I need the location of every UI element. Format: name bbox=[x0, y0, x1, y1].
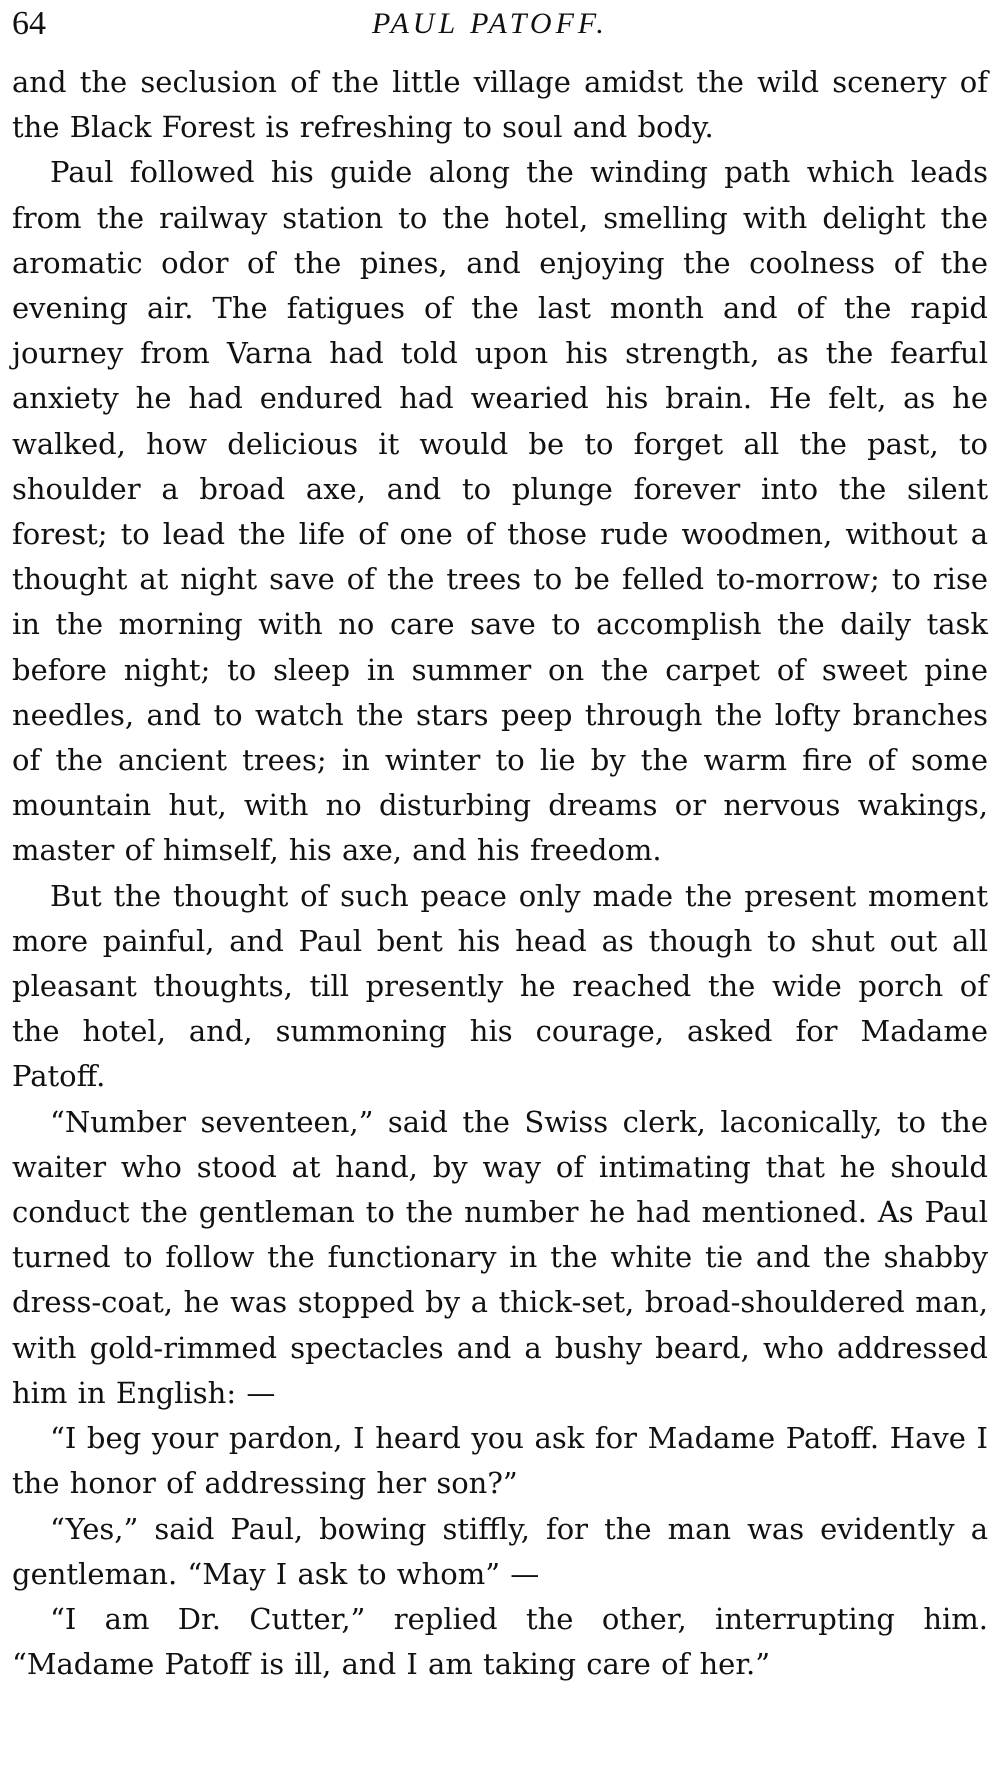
book-page bbox=[12, 0, 988, 1776]
running-title: PAUL PATOFF. bbox=[372, 7, 608, 40]
paragraph: “Yes,” said Paul, bowing stiffly, for the man was evidently a gentleman. “May I ask to whom” — bbox=[12, 1511, 988, 1591]
paragraph: and the seclusion of the little village amidst the wild scenery of the Black Forest is refreshing to soul and body. bbox=[12, 65, 988, 145]
page-header bbox=[12, 2, 988, 60]
paragraph: “I beg your pardon, I heard you ask for Madame Patoff. Have I the honor of addressing her son?” bbox=[12, 1421, 988, 1501]
paragraph: “I am Dr. Cutter,” replied the other, interrupting him. “Madame Patoff is ill, and I am taking care of her.” bbox=[12, 1601, 988, 1682]
paragraph: Paul followed his guide along the winding path which leads from the railway station to the hotel, smelling with delight the aromatic odor of the pines, and enjoying the coolness of the evening air. The fatigues of the last month and of the rapid journey from Varna had told upon his strength, as the fearful anxiety he had endured had wearied his brain. He felt, as he walked, how delicious it would be to forget all the past, to shoulder a broad axe, and to plunge forever into the silent forest; to lead the life of one of those rude woodmen, without a thought at night save of the trees to be felled to-morrow; to rise in the morning with no care save to accomplish the daily task before night; to sleep in summer on the carpet of sweet pine needles, and to watch the stars peep through the lofty branches of the ancient trees; in winter to lie by the warm fire of some mountain hut, with no disturbing dreams or nervous wakings, master of himself, his axe, and his freedom. bbox=[12, 155, 988, 868]
body-text bbox=[12, 60, 988, 1687]
paragraph: But the thought of such peace only made the present moment more painful, and Paul bent his head as though to shut out all pleasant thoughts, till presently he reached the wide porch of the hotel, and, summoning his courage, asked for Madame Patoff. bbox=[12, 878, 988, 1094]
paragraph: “Number seventeen,” said the Swiss clerk, laconically, to the waiter who stood at hand, by way of intimating that he should conduct the gentleman to the number he had mentioned. As Paul turned to follow the functionary in the white tie and the shabby dress-coat, he was stopped by a thick-set, broad-shouldered man, with gold-rimmed spectacles and a bushy beard, who addressed him in English: — bbox=[12, 1104, 988, 1410]
page-number: 64 bbox=[12, 5, 46, 42]
